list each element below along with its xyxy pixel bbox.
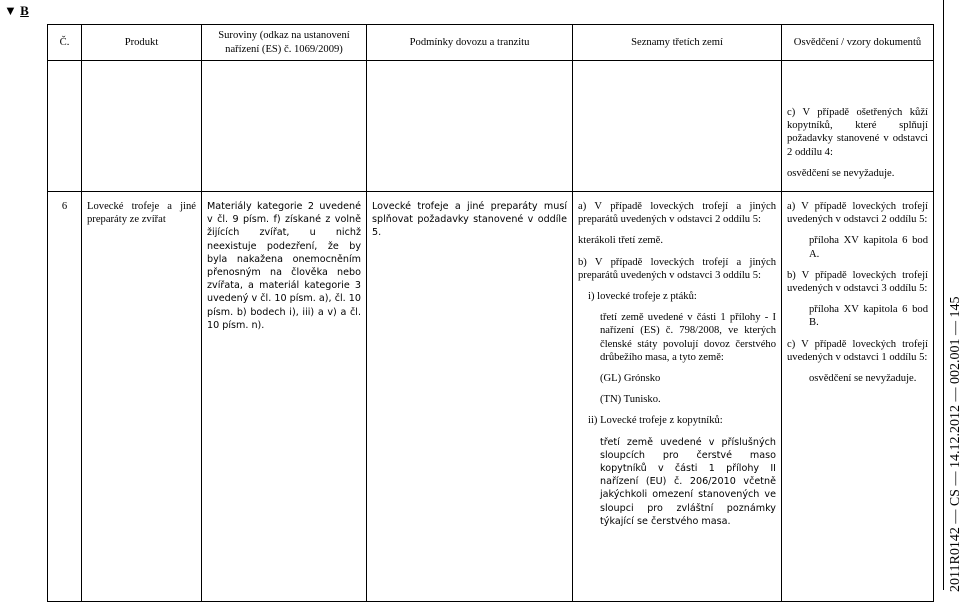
header-row [48,25,934,61]
header-raw-materials: Suroviny (odkaz na ustanovení nařízení (ES) č. 1069/2009) [202,25,367,61]
list-item: třetí země uvedené v části 1 přílohy - I nařízení (ES) č. 798/2008, ve kterých členské státy povolují dovoz čerstvého drůbežího masa, a tyto země: [600,312,776,363]
cell-certificates-prev [782,61,934,192]
row-number: 6 [48,192,82,602]
list-item: a) V případě loveckých trofejí uvedených v odstavci 2 oddílu 5: [787,201,928,226]
annex-table [47,24,934,602]
list-item: (TN) Tunisko. [600,394,661,406]
list-item: osvědčení se nevyžaduje. [809,373,917,385]
list-item: b) V případě loveckých trofejí a jiných preparátů uvedených v odstavci 3 oddílu 5: [578,256,776,281]
list-item: i) lovecké trofeje z ptáků: [588,291,697,303]
cell-product: Lovecké trofeje a jiné preparáty ze zvířat [82,192,202,602]
list-item: a) V případě loveckých trofejí a jiných preparátů uvedených v odstavci 2 oddílu 5: [578,201,776,226]
header-third-country-lists: Seznamy třetích zemí [573,25,782,61]
cell-empty [202,61,367,192]
list-item: ii) Lovecké trofeje z kopytníků: [588,415,723,427]
amendment-letter: B [20,3,29,18]
header-number: Č. [48,25,82,61]
cell-certificates [782,192,934,602]
list-item: (GL) Grónsko [600,373,661,385]
header-product: Produkt [82,25,202,61]
cell-empty [573,61,782,192]
table-row [48,61,934,192]
cell-third-country-lists [573,192,782,602]
cert-item-c: c) V případě ošetřených kůží kopytníků, které splňují požadavky stanovené v odstavci 2 oddílu 4: [787,107,928,158]
list-item: b) V případě loveckých trofejí uvedených v odstavci 3 oddílu 5: [787,269,928,295]
cell-empty [367,61,573,192]
amendment-marker [4,3,29,19]
cell-raw-materials: Materiály kategorie 2 uvedené v čl. 9 písm. f) získané z volně žijících zvířat, u nichž neexistuje podezření, že by byla nakažena onemocněním přenosným na člověka nebo zvířata, a materiál kategorie 3 uvedený v čl. 10 písm. a), čl. 10 písm. b) bodech i), iii) a v) a čl. 10 písm. n). [202,192,367,602]
list-item: příloha XV kapitola 6 bod A. [809,235,928,260]
cell-empty [48,61,82,192]
list-item: třetí země uvedené v příslušných sloupcích pro čerstvé maso kopytníků v části 1 přílohy II nařízení (EU) č. 206/2010 včetně jakýchkoli omezení stanovených ve sloupci pro zvláštní poznámky týkající se čerstvého masa. [600,436,776,527]
header-certificates: Osvědčení / vzory dokumentů [782,25,934,61]
list-item: kterákoli třetí země. [578,235,664,247]
cell-empty [82,61,202,192]
list-item: příloha XV kapitola 6 bod B. [809,304,928,329]
list-item: c) V případě loveckých trofejí uvedených v odstavci 1 oddílu 5: [787,338,928,363]
document-reference: 2011R0142 — CS — 14.12.2012 — 002.001 — 145 [948,296,963,592]
cell-import-conditions: Lovecké trofeje a jiné preparáty musí splňovat požadavky stanovené v oddíle 5. [367,192,573,602]
header-import-conditions: Podmínky dovozu a tranzitu [367,25,573,61]
cert-note: osvědčení se nevyžaduje. [787,167,895,179]
table-row [48,192,934,602]
triangle-down-icon: ▼ [4,3,17,18]
